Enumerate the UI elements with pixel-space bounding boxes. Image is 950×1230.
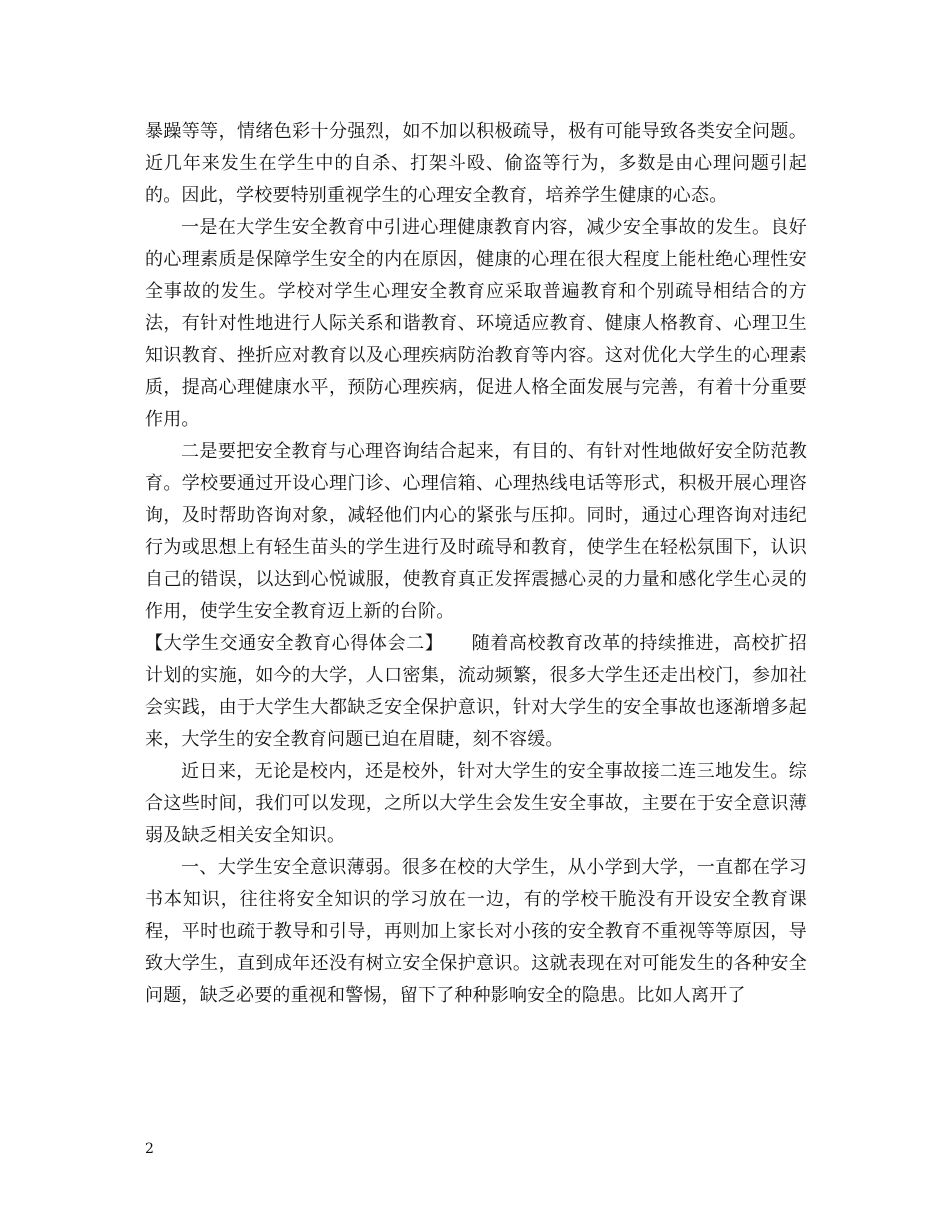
paragraph-recent-accidents: 近日来，无论是校内，还是校外，针对大学生的安全事故接二连三地发生。综合这些时间，我们可以发现，之所以大学生会发生安全事故，主要在于安全意识薄弱及缺乏相关安全知识。 [145,761,807,846]
paragraph-weak-safety-awareness: 一、大学生安全意识薄弱。很多在校的大学生，从小学到大学，一直都在学习书本知识，往往将安全知识的学习放在一边，有的学校干脆没有开设安全教育课程，平时也疏于教导和引导，再则加上家长对小孩的安全教育不重视等等原因，导致大学生，直到成年还没有树立安全保护意识。这就表现在对可能发生的各种安全问题，缺乏必要的重视和警惕，留下了种种影响安全的隐患。比如人离开了 [145,857,807,1006]
paragraph-section-two [145,628,807,756]
paragraph-psychological-health-education: 一是在大学生安全教育中引进心理健康教育内容，减少安全事故的发生。良好的心理素质是保障学生安全的内在原因，健康的心理在很大程度上能杜绝心理性安全事故的发生。学校对学生心理安全教育应采取普遍教育和个别疏导相结合的方法，有针对性地进行人际关系和谐教育、环境适应教育、健康人格教育、心理卫生知识教育、挫折应对教育以及心理疾病防治教育等内容。这对优化大学生的心理素质，提高心理健康水平，预防心理疾病，促进人格全面发展与完善，有着十分重要作用。 [145,217,807,430]
document-body [145,116,807,1012]
paragraph-psychological-counseling: 二是要把安全教育与心理咨询结合起来，有目的、有针对性地做好安全防范教育。学校要通过开设心理门诊、心理信箱、心理热线电话等形式，积极开展心理咨询，及时帮助咨询对象，减轻他们内心的紧张与压抑。同时，通过心理咨询对违纪行为或思想上有轻生苗头的学生进行及时疏导和教育，使学生在轻松氛围下，认识自己的错误，以达到心悦诚服，使教育真正发挥震撼心灵的力量和感化学生心灵的作用，使学生安全教育迈上新的台阶。 [145,441,807,622]
section-two-text: 随着高校教育改革的持续推进，高校扩招计划的实施，如今的大学，人口密集，流动频繁，很多大学生还走出校门，参加社会实践，由于大学生大都缺乏安全保护意识，针对大学生的安全事故也逐渐增多起来，大学生的安全教育问题已迫在眉睫，刻不容缓。 [145,633,807,750]
paragraph-continuation: 暴躁等等，情绪色彩十分强烈，如不加以积极疏导，极有可能导致各类安全问题。近几年来发生在学生中的自杀、打架斗殴、偷盗等行为，多数是由心理问题引起的。因此，学校要特别重视学生的心理安全教育，培养学生健康的心态。 [145,121,807,206]
page-number: 2 [145,1141,154,1157]
section-heading: 【大学生交通安全教育心得体会二】 [145,633,444,654]
